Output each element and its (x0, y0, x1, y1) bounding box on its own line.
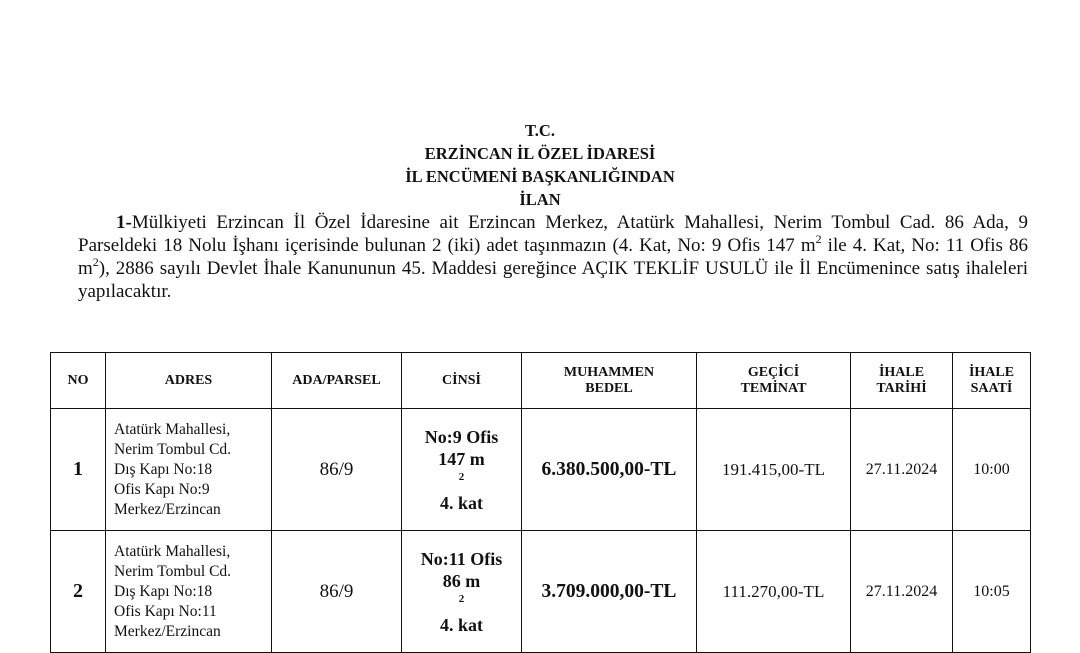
header-tc: T.C. (525, 121, 555, 140)
row-ihale-saati: 10:05 (953, 531, 1031, 653)
row-muhammen-bedel: 3.709.000,00-TL (522, 531, 697, 653)
table-row (51, 409, 1031, 531)
row-ihale-saati: 10:00 (953, 409, 1031, 531)
row-ada-parsel: 86/9 (272, 409, 402, 531)
header-muhammen-bedel: MUHAMMEN BEDEL (522, 353, 697, 409)
intro-text-a: Mülkiyeti Erzincan İl Özel İdaresine ait Erzincan Merkez, Atatürk Mahallesi, Nerim Tombul Cad. 86 Ada, 9 Parseldeki 18 Nolu İşhanı içerisinde bulunan 2 (iki) adet taşınmazın (4. Kat, No: 9 Ofis 147 m (78, 212, 1028, 256)
header-ilan: İLAN (519, 190, 561, 209)
intro-sup-a: 2 (815, 232, 822, 246)
auction-table (50, 352, 1031, 653)
header-gecici-teminat: GEÇİCİ TEMİNAT (697, 353, 851, 409)
intro-sup-b: 2 (92, 255, 99, 269)
header-adres: ADRES (106, 353, 272, 409)
header-no: NO (51, 353, 106, 409)
intro-paragraph (78, 211, 1028, 303)
intro-text-c: ), 2886 sayılı Devlet İhale Kanununun 45. Maddesi gereğince AÇIK TEKLİF USULÜ ile İl Encümenince satış ihaleleri yapılacaktır. (78, 258, 1028, 302)
row-muhammen-bedel: 6.380.500,00-TL (522, 409, 697, 531)
row-cinsi: No:9 Ofis 147 m $^2$ 4. kat (402, 409, 522, 531)
row-no: 2 (51, 531, 106, 653)
intro-text-b: ile 4. Kat, No: 11 Ofis 86 m (78, 235, 1028, 279)
header-council: İL ENCÜMENİ BAŞKANLIĞINDAN (405, 167, 675, 186)
row-ada-parsel: 86/9 (272, 531, 402, 653)
header-ihale-saati: İHALE SAATİ (953, 353, 1031, 409)
row-ihale-tarihi: 27.11.2024 (851, 531, 953, 653)
row-ihale-tarihi: 27.11.2024 (851, 409, 953, 531)
table-row (51, 531, 1031, 653)
header-cinsi: CİNSİ (402, 353, 522, 409)
row-adres: Atatürk Mahallesi, Nerim Tombul Cd. Dış Kapı No:18 Ofis Kapı No:9 Merkez/Erzincan (106, 409, 272, 531)
row-no: 1 (51, 409, 106, 531)
intro-lead: 1- (116, 212, 132, 233)
header-institution: ERZİNCAN İL ÖZEL İDARESİ (424, 144, 656, 163)
document-header (0, 119, 1080, 211)
row-adres: Atatürk Mahallesi, Nerim Tombul Cd. Dış Kapı No:18 Ofis Kapı No:11 Merkez/Erzincan (106, 531, 272, 653)
header-ada-parsel: ADA/PARSEL (272, 353, 402, 409)
row-gecici-teminat: 191.415,00-TL (697, 409, 851, 531)
row-cinsi: No:11 Ofis 86 m $^2$ 4. kat (402, 531, 522, 653)
row-gecici-teminat: 111.270,00-TL (697, 531, 851, 653)
table-header-row (51, 353, 1031, 409)
header-ihale-tarihi: İHALE TARİHİ (851, 353, 953, 409)
